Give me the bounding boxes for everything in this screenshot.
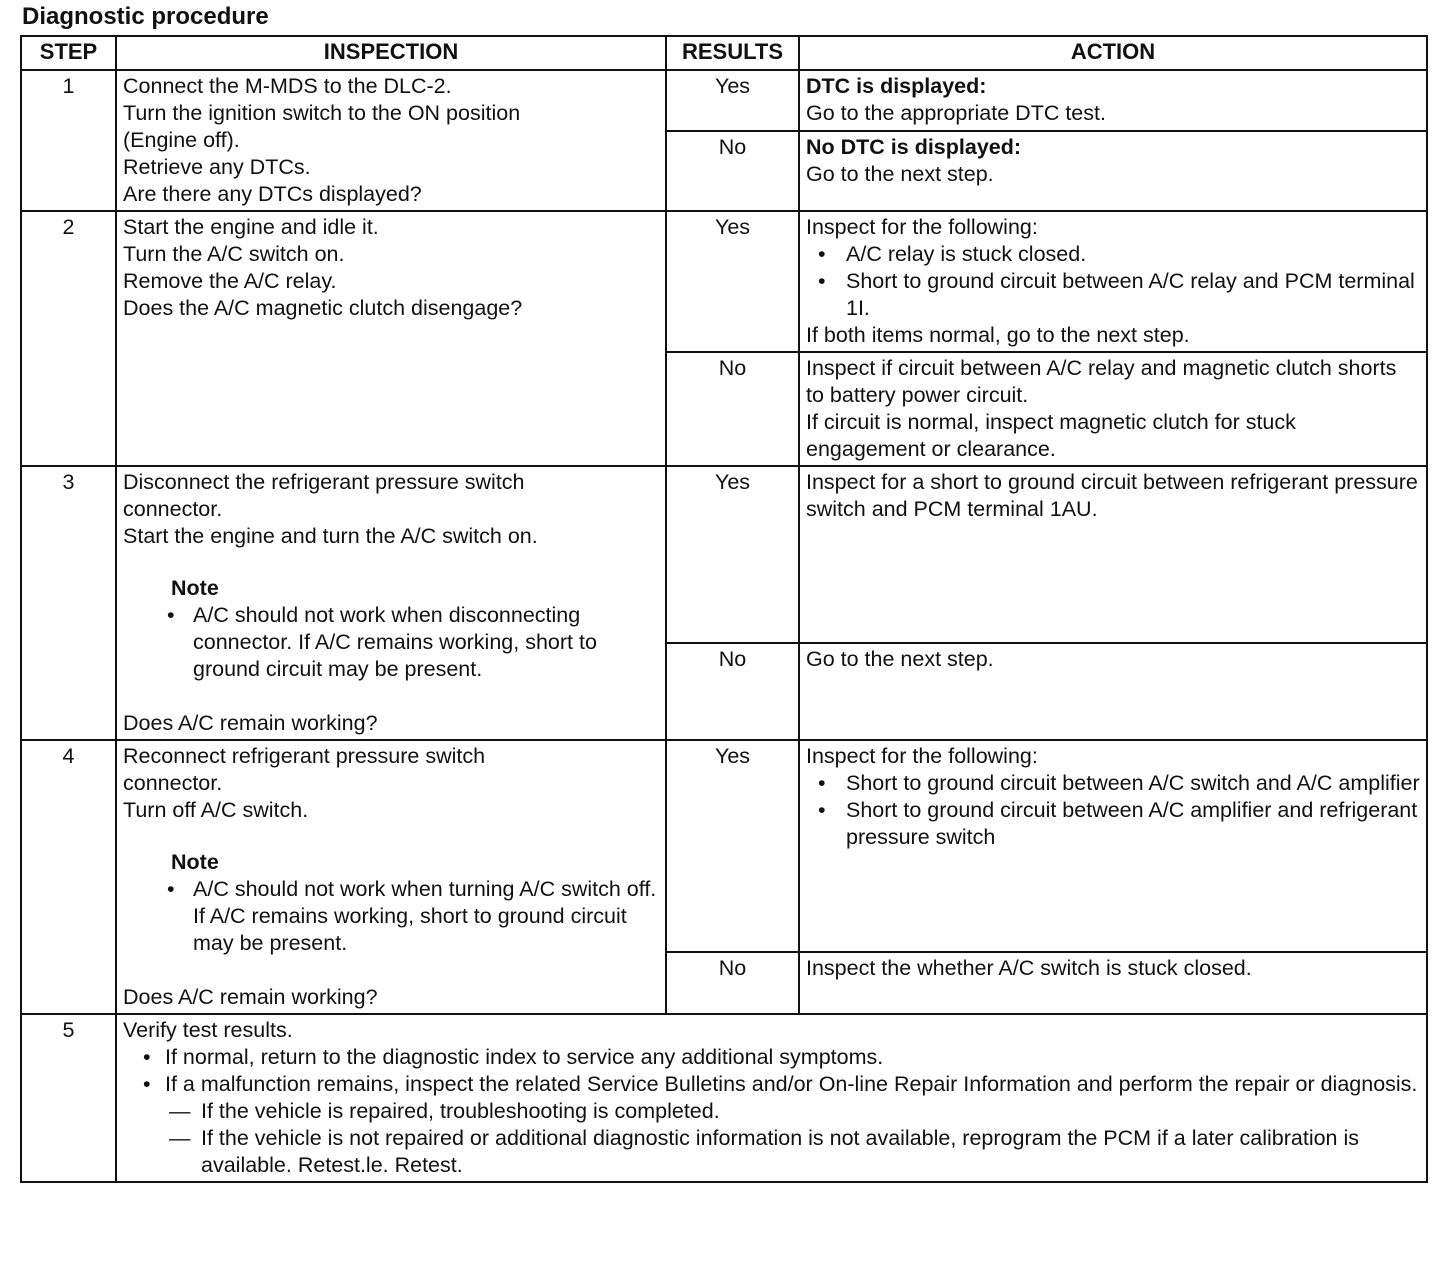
result-yes: Yes	[666, 466, 799, 643]
table-row	[21, 466, 1427, 643]
bullet-item: • Short to ground circuit between A/C switch and A/C amplifier	[806, 770, 1420, 797]
inspection-question: Does A/C remain working?	[123, 985, 378, 1009]
header-results: RESULTS	[666, 36, 799, 70]
note-title: Note	[171, 850, 219, 874]
note-list	[123, 602, 659, 683]
inspection-line: Does the A/C magnetic clutch disengage?	[123, 296, 523, 320]
action-text: Inspect for the following:	[806, 744, 1038, 768]
bullet-item: • A/C relay is stuck closed.	[806, 241, 1420, 268]
header-row	[21, 36, 1427, 70]
action-text: Inspect for the following:	[806, 215, 1038, 239]
action-cell	[799, 643, 1427, 740]
verify-bullets	[123, 1044, 1420, 1179]
action-heading: No DTC is displayed:	[806, 135, 1022, 159]
result-no: No	[666, 952, 799, 1014]
inspection-line: Turn the ignition switch to the ON position (Engine off).	[123, 101, 521, 152]
diagnostic-table	[20, 35, 1428, 1183]
result-yes: Yes	[666, 70, 799, 131]
step-number: 3	[21, 466, 116, 740]
page-title: Diagnostic procedure	[22, 3, 269, 30]
inspection-line: Turn off A/C switch.	[123, 798, 309, 822]
verify-cell	[116, 1014, 1427, 1182]
step-number: 1	[21, 70, 116, 211]
action-bullets	[806, 241, 1420, 322]
action-text: Inspect for a short to ground circuit between refrigerant pressure switch and PCM terminal 1AU.	[806, 470, 1418, 521]
action-text: Go to the appropriate DTC test.	[806, 101, 1106, 125]
table-row	[21, 740, 1427, 952]
note-list	[123, 876, 659, 957]
sub-item: — If the vehicle is repaired, troubleshooting is completed.	[123, 1098, 1420, 1125]
inspection-cell	[116, 466, 666, 740]
inspection-question: Does A/C remain working?	[123, 711, 378, 735]
result-yes: Yes	[666, 211, 799, 352]
action-cell	[799, 952, 1427, 1014]
bullet-item: • If normal, return to the diagnostic index to service any additional symptoms.	[123, 1044, 1420, 1071]
action-bullets	[806, 770, 1420, 851]
inspection-line: Remove the A/C relay.	[123, 269, 337, 293]
inspection-line: Turn the A/C switch on.	[123, 242, 345, 266]
inspection-line: Connect the M-MDS to the DLC-2.	[123, 74, 452, 98]
action-cell	[799, 352, 1427, 466]
header-action: ACTION	[799, 36, 1427, 70]
action-text: Go to the next step.	[806, 162, 994, 186]
action-text: Go to the next step.	[806, 646, 994, 671]
action-cell	[799, 70, 1427, 131]
action-text: If circuit is normal, inspect magnetic clutch for stuck engagement or clearance.	[806, 410, 1296, 461]
step-number: 2	[21, 211, 116, 466]
action-text: Inspect the whether A/C switch is stuck closed.	[806, 956, 1252, 981]
note-item: • A/C should not work when turning A/C switch off. If A/C remains working, short to ground circuit may be present.	[123, 876, 659, 957]
step-number: 5	[21, 1014, 116, 1182]
result-yes: Yes	[666, 740, 799, 952]
bullet-item: • Short to ground circuit between A/C relay and PCM terminal 1I.	[806, 268, 1420, 322]
header-step: STEP	[21, 36, 116, 70]
table-row	[21, 211, 1427, 352]
inspection-line: Are there any DTCs displayed?	[123, 182, 422, 206]
bullet-item: • Short to ground circuit between A/C amplifier and refrigerant pressure switch	[806, 797, 1420, 851]
action-text: Inspect if circuit between A/C relay and magnetic clutch shorts to battery power circuit.	[806, 356, 1397, 407]
inspection-line: Start the engine and idle it.	[123, 215, 379, 239]
note-item: • A/C should not work when disconnecting connector. If A/C remains working, short to ground circuit may be present.	[123, 602, 659, 683]
verify-intro: Verify test results.	[123, 1018, 293, 1042]
bullet-item: • If a malfunction remains, inspect the related Service Bulletins and/or On-line Repair Information and perform the repair or diagnosis.	[123, 1071, 1420, 1098]
table-row	[21, 70, 1427, 131]
result-no: No	[666, 131, 799, 211]
action-heading: DTC is displayed:	[806, 74, 987, 98]
inspection-line: Start the engine and turn the A/C switch on.	[123, 524, 538, 548]
result-no: No	[666, 352, 799, 466]
inspection-line: Disconnect the refrigerant pressure switch connector.	[123, 470, 525, 521]
inspection-line: Reconnect refrigerant pressure switch connector.	[123, 744, 486, 795]
sub-item: — If the vehicle is not repaired or additional diagnostic information is not available, reprogram the PCM if a later calibration is available. Retest.le. Retest.	[123, 1125, 1420, 1179]
table-row	[21, 1014, 1427, 1182]
header-inspection: INSPECTION	[116, 36, 666, 70]
action-cell	[799, 740, 1427, 952]
action-cell	[799, 466, 1427, 643]
action-cell	[799, 131, 1427, 211]
inspection-cell	[116, 211, 666, 466]
action-text: If both items normal, go to the next step.	[806, 323, 1190, 347]
inspection-cell	[116, 740, 666, 1014]
result-no: No	[666, 643, 799, 740]
action-cell	[799, 211, 1427, 352]
inspection-line: Retrieve any DTCs.	[123, 155, 311, 179]
inspection-cell	[116, 70, 666, 211]
note-title: Note	[171, 576, 219, 600]
step-number: 4	[21, 740, 116, 1014]
